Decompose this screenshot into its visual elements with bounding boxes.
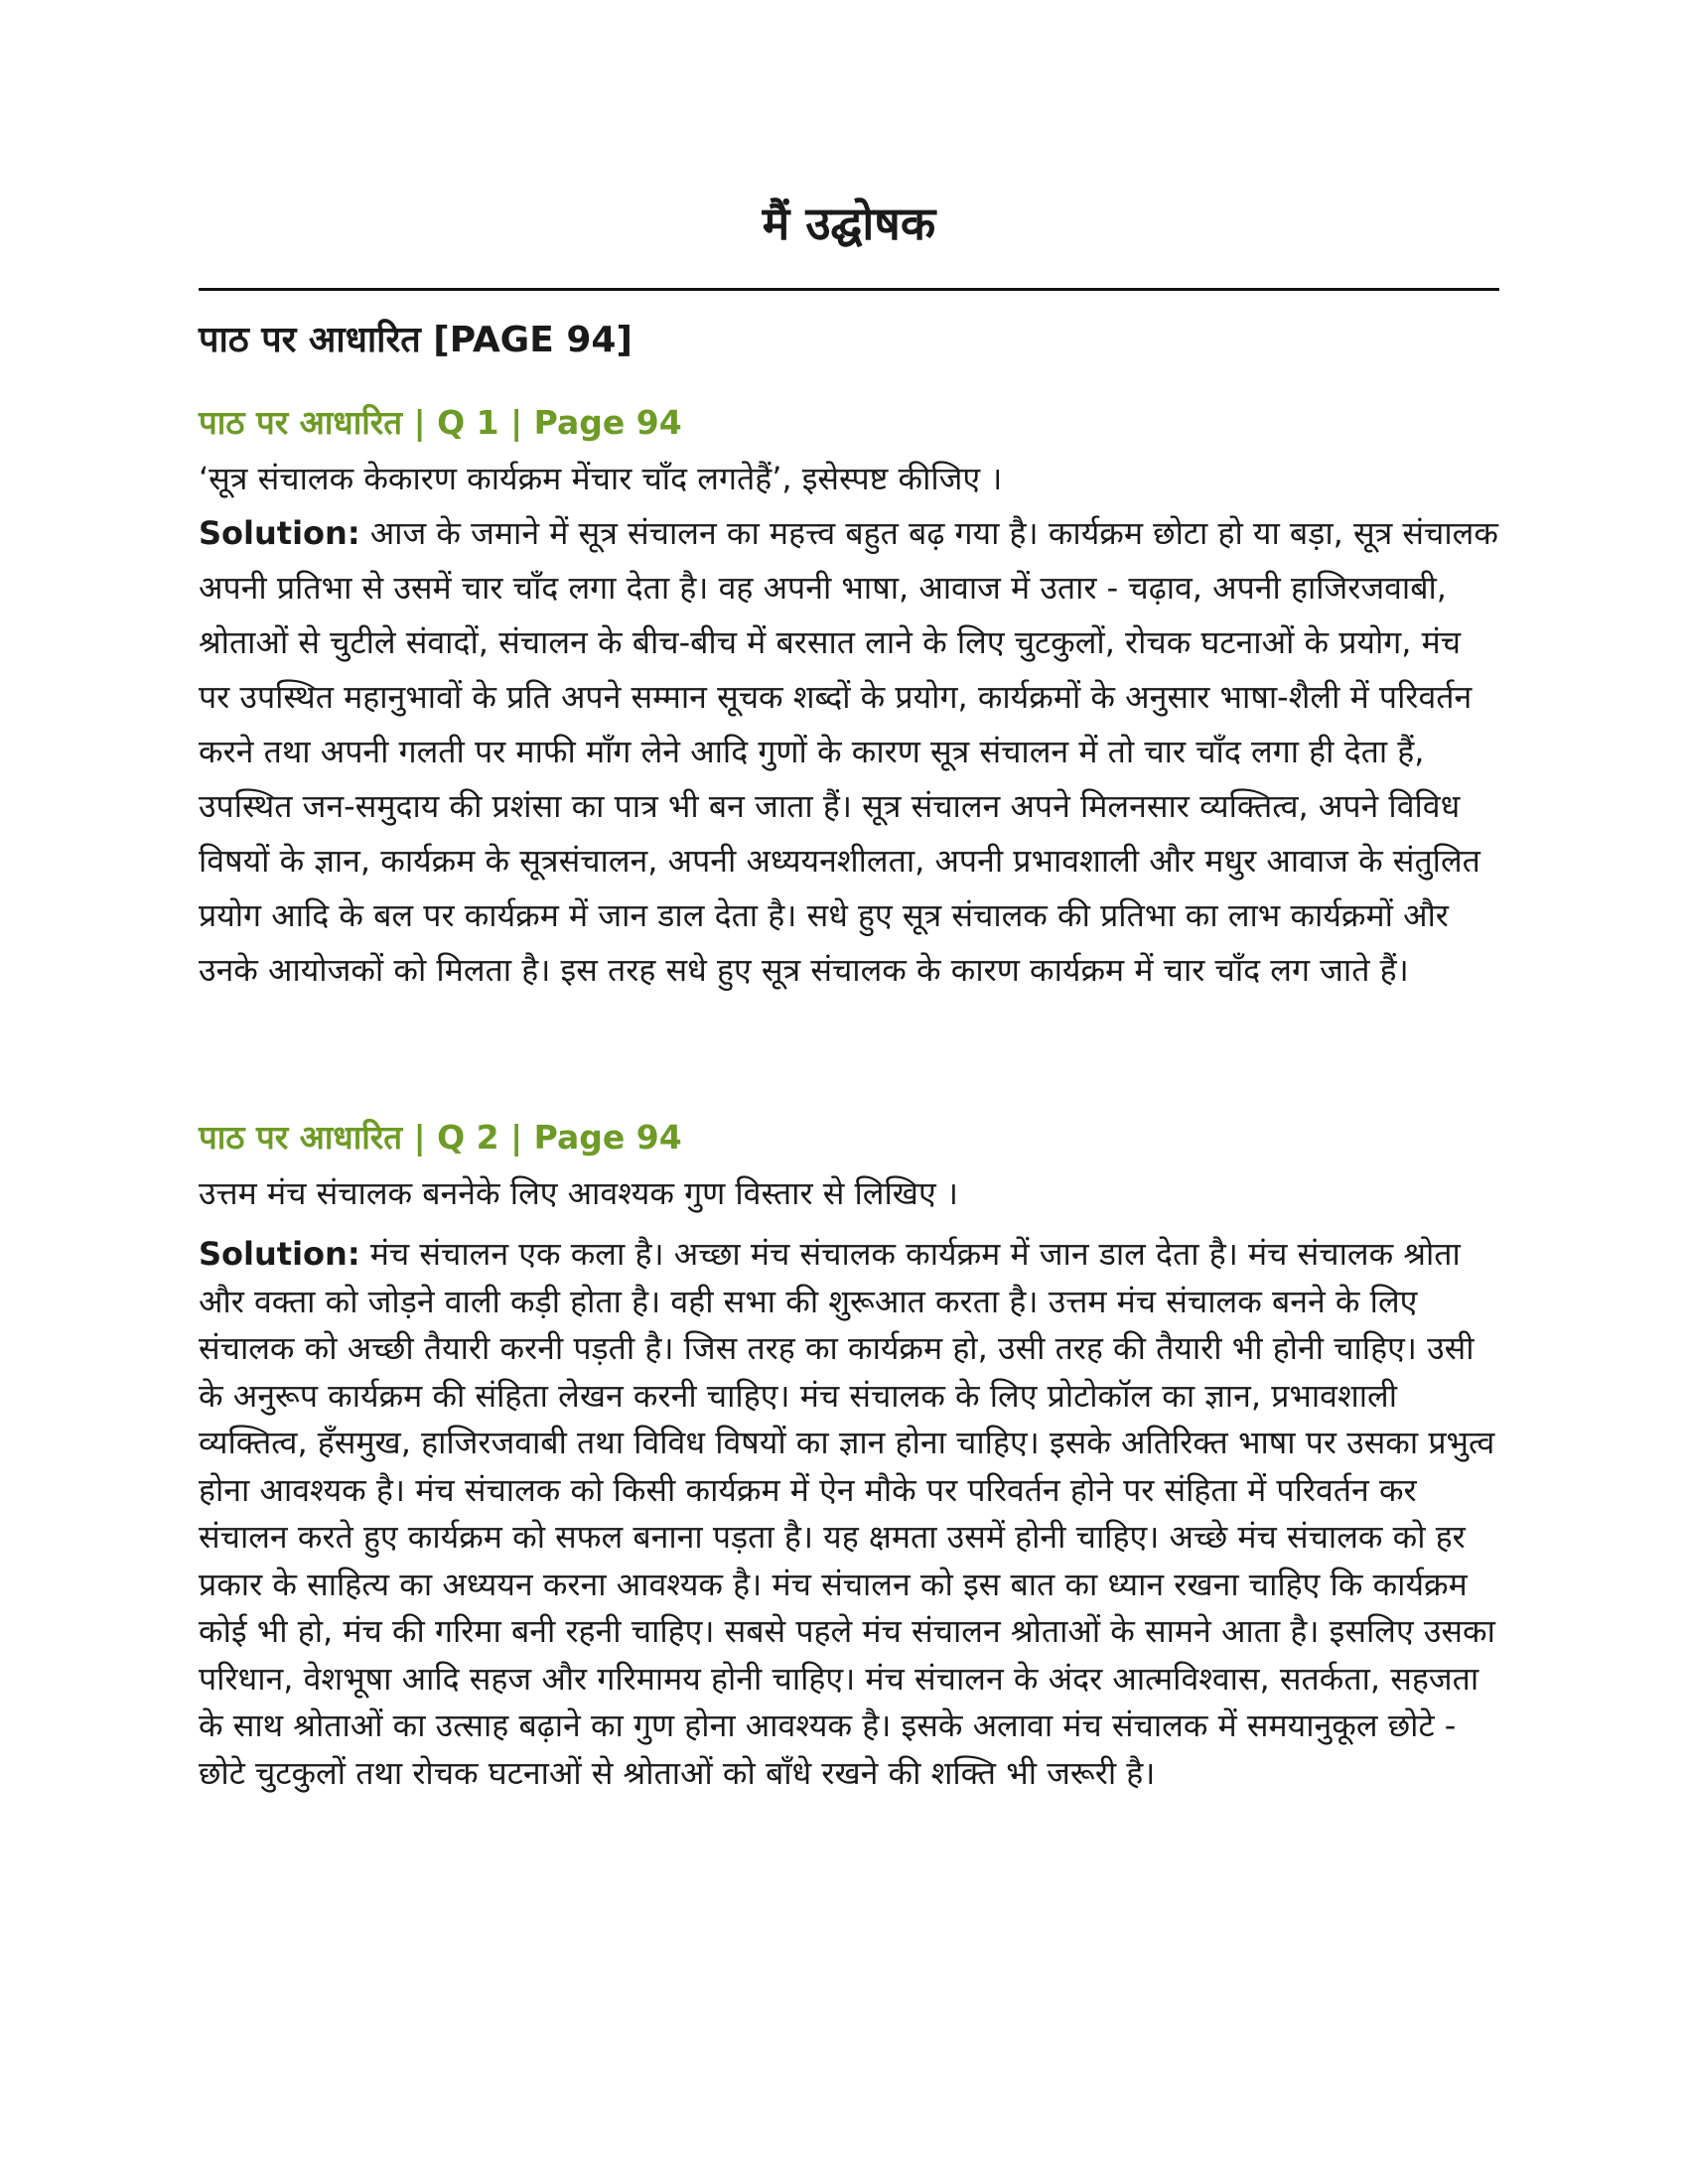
solution-paragraph [199, 506, 1499, 998]
solution-text: आज के जमाने में सूत्र संचालन का महत्त्व बहुत बढ़ गया है। कार्यक्रम छोटा हो या बड़ा, सूत्र संचालक अपनी प्रतिभा से उसमें चार चाँद लगा देता है। वह अपनी भाषा, आवाज में उतार - चढ़ाव, अपनी हाजिरजवाबी, श्रोताओं से चुटीले संवादों, संचालन के बीच-बीच में बरसात लाने के लिए चुटकुलों, रोचक घटनाओं के प्रयोग, मंच पर उपस्थित महानुभावों के प्रति अपने सम्मान सूचक शब्दों के प्रयोग, कार्यक्रमों के अनुसार भाषा-शैली में परिवर्तन करने तथा अपनी गलती पर माफी माँग लेने आदि गुणों के कारण सूत्र संचालन में तो चार चाँद लगा ही देता हैं, उपस्थित जन-समुदाय की प्रशंसा का पात्र भी बन जाता हैं। सूत्र संचालन अपने मिलनसार व्यक्तित्व, अपने विविध विषयों के ज्ञान, कार्यक्रम के सूत्रसंचालन, अपनी अध्ययनशीलता, अपनी प्रभावशाली और मधुर आवाज के संतुलित प्रयोग आदि के बल पर कार्यक्रम में जान डाल देता है। सधे हुए सूत्र संचालक की प्रतिभा का लाभ कार्यक्रमों और उनके आयोजकों को मिलता है। इस तरह सधे हुए सूत्र संचालक के कारण कार्यक्रम में चार चाँद लग जाते हैं। [199, 514, 1498, 989]
document-title: मैं उद्घोषक [762, 197, 936, 250]
solution-label: Solution: [199, 514, 360, 552]
question-text: उत्तम मंच संचालक बननेके लिए आवश्यक गुण विस्तार से लिखिए । [199, 1174, 958, 1212]
section-heading: पाठ पर आधारित [PAGE 94] [199, 320, 633, 360]
solution-paragraph [199, 1231, 1499, 1797]
question-text: ‘सूत्र संचालक केकारण कार्यक्रम मेंचार चाँद लगतेहैं’, इसेस्पष्ट कीजिए । [199, 460, 1003, 497]
solution-label: Solution: [199, 1235, 360, 1273]
solution-text: मंच संचालन एक कला है। अच्छा मंच संचालक कार्यक्रम में जान डाल देता है। मंच संचालक श्रोता और वक्ता को जोड़ने वाली कड़ी होता है। वही सभा की शुरूआत करता है। उत्तम मंच संचालक बनने के लिए संचालक को अच्छी तैयारी करनी पड़ती है। जिस तरह का कार्यक्रम हो, उसी तरह की तैयारी भी होनी चाहिए। उसी के अनुरूप कार्यक्रम की संहिता लेखन करनी चाहिए। मंच संचालक के लिए प्रोटोकॉल का ज्ञान, प्रभावशाली व्यक्तित्व, हँसमुख, हाजिरजवाबी तथा विविध विषयों का ज्ञान होना चाहिए। इसके अतिरिक्त भाषा पर उसका प्रभुत्व होना आवश्यक है। मंच संचालक को किसी कार्यक्रम में ऐन मौके पर परिवर्तन होने पर संहिता में परिवर्तन कर संचालन करते हुए कार्यक्रम को सफल बनाना पड़ता है। यह क्षमता उसमें होनी चाहिए। अच्छे मंच संचालक को हर प्रकार के साहित्य का अध्ययन करना आवश्यक है। मंच संचालन को इस बात का ध्यान रखना चाहिए कि कार्यक्रम कोई भी हो, मंच की गरिमा बनी रहनी चाहिए। सबसे पहले मंच संचालन श्रोताओं के सामने आता है। इसलिए उसका परिधान, वेशभूषा आदि सहज और गरिमामय होनी चाहिए। मंच संचालन के अंदर आत्मविश्वास, सतर्कता, सहजता के साथ श्रोताओं का उत्साह बढ़ाने का गुण होना आवश्यक है। इसके अलावा मंच संचालक में समयानुकूल छोटे - छोटे चुटकुलों तथा रोचक घटनाओं से श्रोताओं को बाँधे रखने की शक्ति भी जरूरी है। [199, 1235, 1495, 1792]
title-divider [199, 288, 1499, 291]
question-label: पाठ पर आधारित | Q 2 | Page 94 [199, 1118, 682, 1157]
question-label: पाठ पर आधारित | Q 1 | Page 94 [199, 403, 682, 442]
question-block-1 [199, 397, 1499, 998]
question-block-2 [199, 1112, 1499, 1797]
